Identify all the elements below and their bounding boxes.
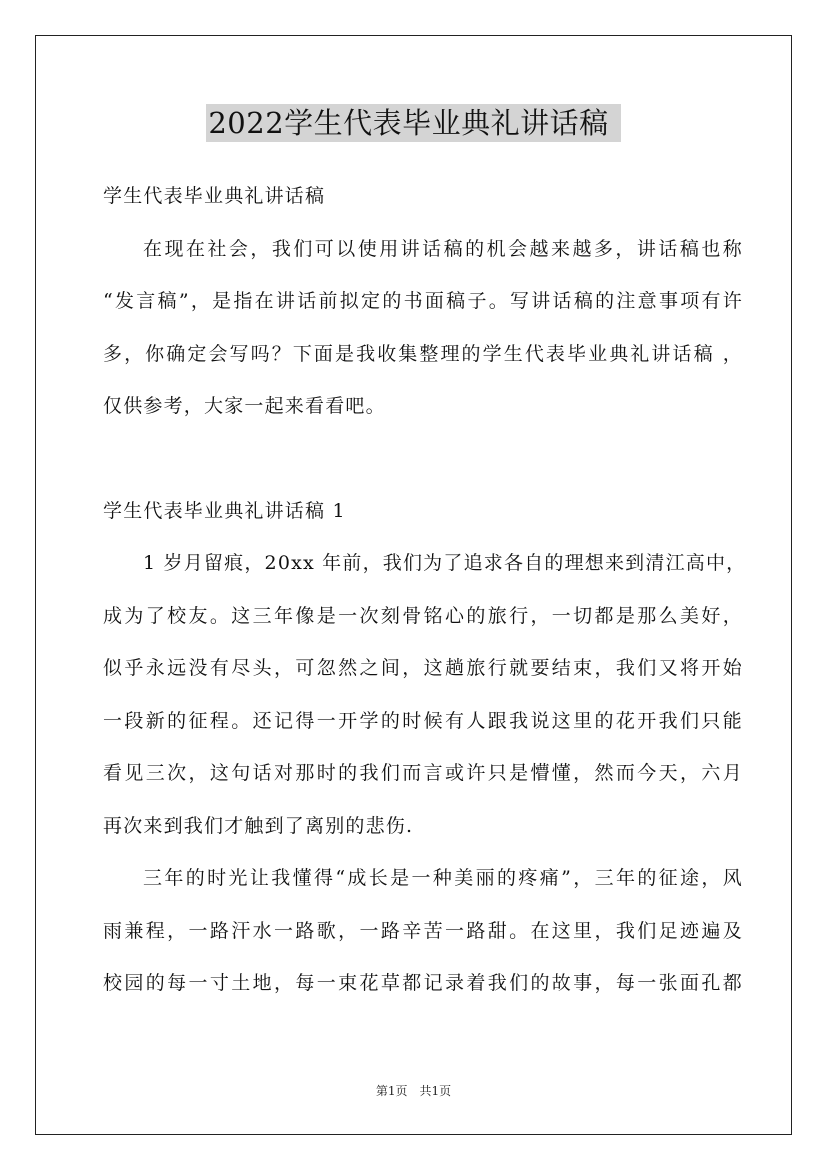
paragraph-line: 雨兼程，一路汗水一路歌，一路辛苦一路甜。在这里，我们足迹遍及 — [103, 919, 743, 942]
paragraph-line: 校园的每一寸土地，每一束花草都记录着我们的故事，每一张面孔都 — [103, 972, 743, 994]
document-title: 2022学生代表毕业典礼讲话稿 — [206, 104, 620, 142]
paragraph-line: 三年的时光让我懂得“成长是一种美丽的疼痛”，三年的征途，风 — [143, 867, 743, 889]
document-heading: 学生代表毕业典礼讲话稿 — [103, 185, 326, 207]
page-footer — [0, 1083, 827, 1099]
title-area — [0, 104, 827, 142]
paragraph-line: 似乎永远没有尽头，可忽然之间，这趟旅行就要结束，我们又将开始 — [103, 657, 743, 679]
paragraph-line: 再次来到我们才触到了离别的悲伤. — [103, 814, 414, 837]
section-heading: 学生代表毕业典礼讲话稿 1 — [103, 499, 346, 522]
paragraph-line: 一段新的征程。还记得一开学的时候有人跟我说这里的花开我们只能 — [103, 709, 743, 732]
paragraph-line: 1 岁月留痕，20xx 年前，我们为了追求各自的理想来到清江高中， — [143, 552, 747, 574]
paragraph-gap — [103, 433, 743, 485]
document-body — [103, 170, 747, 1010]
intro-line: “发言稿”，是指在讲话前拟定的书面稿子。写讲话稿的注意事项有许 — [103, 290, 743, 312]
paragraph-line: 成为了校友。这三年像是一次刻骨铭心的旅行，一切都是那么美好， — [103, 604, 743, 627]
page-total: 共1页 — [419, 1084, 452, 1098]
page-number: 第1页 — [375, 1084, 408, 1098]
intro-line: 多，你确定会写吗？下面是我收集整理的学生代表毕业典礼讲话稿 ， — [103, 342, 743, 365]
paragraph-line: 看见三次，这句话对那时的我们而言或许只是懵懂，然而今天，六月 — [103, 762, 743, 784]
intro-line: 仅供参考，大家一起来看看吧。 — [103, 395, 386, 417]
intro-line: 在现在社会，我们可以使用讲话稿的机会越来越多，讲话稿也称 — [143, 237, 743, 260]
